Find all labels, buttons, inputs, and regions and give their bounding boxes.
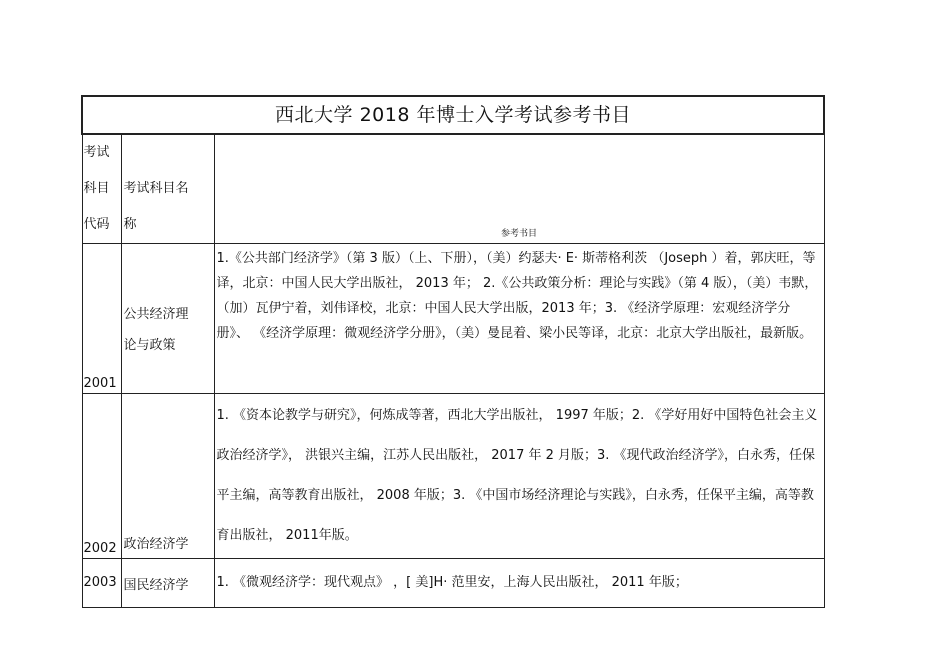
header-code-line: 科目 [83, 181, 110, 196]
header-name-line: 考试科目名 [123, 181, 189, 196]
subject-name [121, 559, 214, 608]
reference-books: 1. 《资本论教学与研究》，何炼成等著，西北大学出版社， 1997 年版；2. 《学好用好中国特色社会主义政治经济学》， 洪银兴主编，江苏人民出版社， 2017 年 2 月版；3. 《现代政治经济学》，白永秀，任保平主编，高等教育出版社， 2008 年版；3. 《中国市场经济理论与实践》，白永秀，任保平主编，高等教育出版社， 2011年版。 [214, 394, 824, 559]
subject-name-line: 国民经济学 [123, 577, 189, 593]
reference-books-table [81, 95, 825, 608]
subject-name [121, 244, 214, 394]
header-code-line: 代码 [83, 217, 110, 232]
subject-code: 2003 [82, 559, 121, 608]
subject-name-line: 公共经济理 [123, 306, 189, 322]
header-code-line: 考试 [83, 145, 110, 160]
header-books [214, 134, 824, 244]
table-row [82, 394, 824, 559]
header-name-line: 称 [123, 217, 137, 232]
reference-books: 1. 《微观经济学：现代观点》 ，[ 美]H· 范里安，上海人民出版社， 2011 年版； [214, 559, 824, 608]
subject-name-line: 政治经济学 [123, 537, 189, 552]
header-code [82, 134, 121, 244]
subject-code: 2002 [82, 394, 121, 559]
table-row [82, 244, 824, 394]
table-title: 西北大学 2018 年博士入学考试参考书目 [82, 96, 824, 134]
table-row [82, 559, 824, 608]
subject-name [121, 394, 214, 559]
header-books-label: 参考书目 [500, 229, 537, 239]
reference-books: 1.《公共部门经济学》（第 3 版）（上、下册），（美）约瑟夫· E· 斯蒂格利茨 （Joseph ）着，郭庆旺，等译，北京：中国人民大学出版社， 2013 年； 2.《公共政策分析：理论与实践》（第 4 版），（美）韦默，（加）瓦伊宁着，刘伟译校，北京：中国人民大学出版，2013 年；3. 《经济学原理：宏观经济学分册》、 《经济学原理：微观经济学分册》，（美）曼昆着、梁小民等译，北京：北京大学出版社，最新版。 [214, 244, 824, 394]
document-sheet [81, 95, 823, 608]
subject-code: 2001 [82, 244, 121, 394]
header-name [121, 134, 214, 244]
subject-name-line: 论与政策 [123, 337, 176, 353]
